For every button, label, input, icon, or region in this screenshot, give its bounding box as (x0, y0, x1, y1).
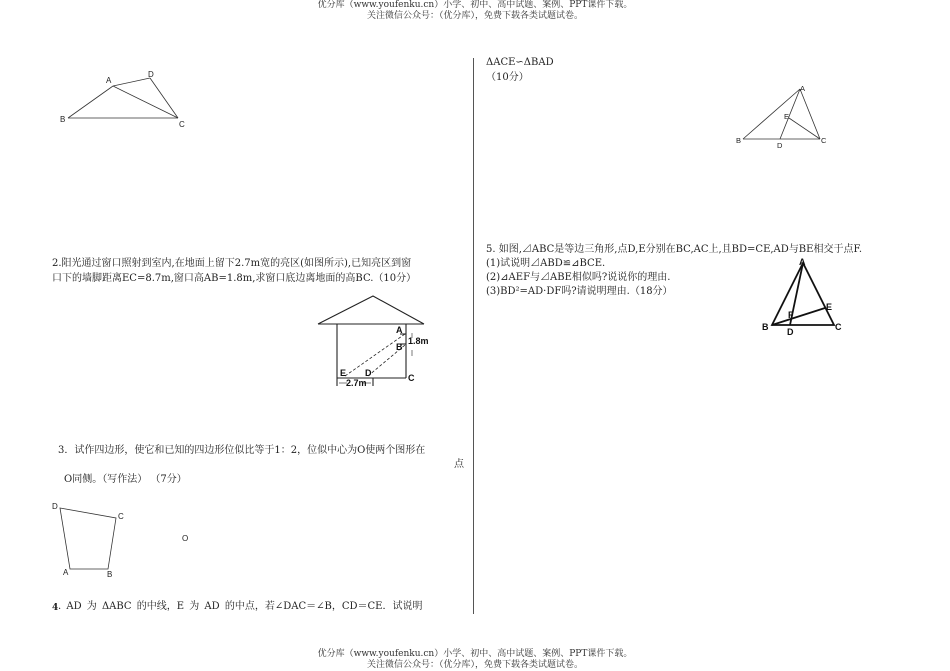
header-line-1: 优分库（www.youfenku.cn）小学、初中、高中试题、案例、PPT课件下载。 (317, 0, 633, 10)
fig4-label-c: C (821, 136, 827, 145)
q5-line-3: (2)⊿AEF与⊿ABE相似吗?说说你的理由. (486, 272, 671, 283)
fig2-label-a: A (396, 325, 403, 335)
q4-text: . AD 为 ΔABC 的中线，E 为 AD 的中点，若∠DAC＝∠B，CD＝CE．试说明 (58, 601, 423, 612)
fig1-label-d: D (148, 70, 154, 79)
fig3-label-d: D (52, 502, 58, 511)
fig1-label-c: C (179, 120, 185, 129)
header-line-2: 关注微信公众号：（优分库），免费下载各类试题试卷。 (366, 11, 583, 21)
q5-line-1: 5. 如图,⊿ABC是等边三角形,点D,E分别在BC,AC上,且BD=CE,AD与BE相交于点F. (486, 244, 863, 255)
fig4-label-e: E (784, 112, 790, 121)
right-top-line-2: （10分） (486, 72, 529, 83)
fig4-label-a: A (800, 84, 806, 93)
fig5-label-b: B (762, 322, 769, 332)
q2-line-2: 口下的墙脚距离EC=8.7m,窗口高AB=1.8m,求窗口底边离地面的高BC.（10分） (52, 273, 417, 284)
q5-line-4: (3)BD²=AD·DF吗?请说明理由.（18分） (486, 286, 673, 297)
fig3-label-o: O (182, 534, 189, 543)
fig1-label-b: B (60, 115, 66, 124)
fig5-label-f: F (788, 310, 794, 320)
q3-line-1-end: 点 (454, 459, 464, 470)
right-top-line-1: ΔACE∽ΔBAD (486, 57, 554, 68)
footer-line-2: 关注微信公众号：（优分库），免费下载各类试题试卷。 (366, 660, 583, 670)
q5-line-2: (1)试说明⊿ABD≌⊿BCE. (486, 258, 606, 269)
footer-line-1: 优分库（www.youfenku.cn）小学、初中、高中试题、案例、PPT课件下载。 (317, 649, 633, 659)
q3-line-1: 3．试作四边形，使它和已知的四边形位似比等于1：2，位似中心为O使两个图形在 (58, 445, 426, 456)
fig3-label-b: B (107, 570, 113, 579)
fig2-label-height: 1.8m (408, 336, 429, 346)
fig3-label-c: C (118, 512, 124, 521)
fig4-label-d: D (777, 141, 783, 150)
fig2-label-d: D (365, 368, 372, 378)
fig5-label-a: A (799, 257, 806, 267)
q3-line-2: O同侧。（写作法） （7分） (64, 474, 187, 485)
fig3-label-a: A (63, 568, 69, 577)
fig2-label-c: C (408, 373, 415, 383)
fig5-label-d: D (787, 327, 794, 337)
q4-number: 4 (52, 603, 59, 613)
fig4-label-b: B (736, 136, 742, 145)
fig1-label-a: A (106, 76, 112, 85)
fig2-label-e: E (340, 368, 347, 378)
fig2-label-width: 2.7m (346, 378, 367, 388)
q2-line-1: 2.阳光通过窗口照射到室内,在地面上留下2.7m宽的亮区(如图所示),已知亮区到窗 (52, 258, 412, 269)
fig2-label-b: B (396, 342, 403, 352)
fig5-label-e: E (826, 302, 833, 312)
fig5-label-c: C (835, 322, 842, 332)
